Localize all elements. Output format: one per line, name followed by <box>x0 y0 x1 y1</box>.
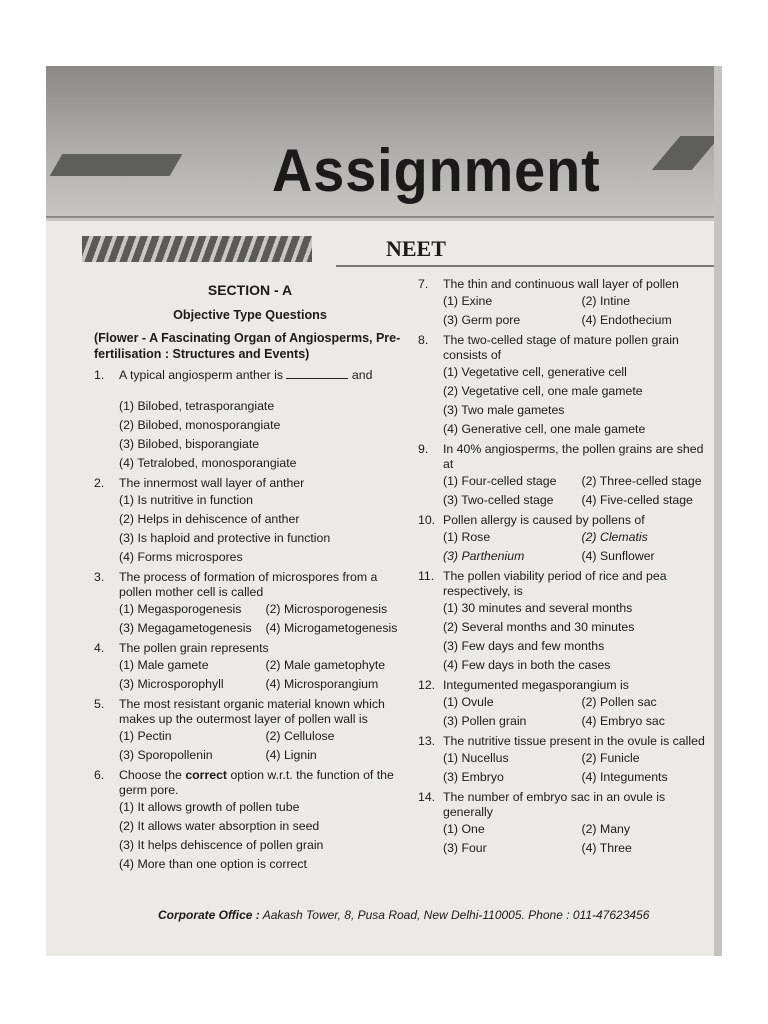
option[interactable]: (1) Is nutritive in function <box>119 492 253 507</box>
option[interactable]: (2) Helps in dehiscence of anther <box>119 511 300 526</box>
question-12: 12. Integumented megasporangium is <box>418 678 629 692</box>
question-9: 9. In 40% angiosperms, the pollen grains are shed at <box>418 442 704 471</box>
option[interactable]: (3) Two male gametes <box>443 403 565 417</box>
question-8-options <box>443 363 714 439</box>
question-11-options <box>443 599 714 675</box>
option[interactable]: (4) Five-celled stage <box>581 493 693 507</box>
option[interactable]: (2) Cellulose <box>265 728 335 743</box>
question-8: 8. The two-celled stage of mature pollen grain consists of <box>418 333 679 362</box>
question-6: 6. Choose the correct option w.r.t. the function of the germ pore. <box>94 767 394 797</box>
option[interactable]: (3) It helps dehiscence of pollen grain <box>119 837 324 852</box>
question-12-options <box>443 693 714 731</box>
option[interactable]: (3) Pollen grain <box>443 714 527 728</box>
question-13-options <box>443 749 714 787</box>
option[interactable]: (4) Microsporangium <box>265 676 379 691</box>
option[interactable]: (4) Few days in both the cases <box>443 658 611 672</box>
option[interactable]: (2) Male gametophyte <box>265 657 386 672</box>
option[interactable]: (1) Exine <box>443 294 493 308</box>
option[interactable]: (2) Intine <box>581 294 631 308</box>
option[interactable]: (3) Four <box>443 841 487 855</box>
option[interactable]: (4) Sunflower <box>581 549 655 563</box>
option[interactable]: (2) Funicle <box>581 751 640 765</box>
question-13: 13. The nutritive tissue present in the ovule is called <box>418 734 705 748</box>
option[interactable]: (1) Rose <box>443 530 491 544</box>
option[interactable]: (1) It allows growth of pollen tube <box>119 799 300 814</box>
question-10-options <box>443 528 714 566</box>
question-14: 14. The number of embryo sac in an ovule is generally <box>418 790 666 819</box>
option[interactable]: (4) Integuments <box>581 770 668 784</box>
footer-label: Corporate Office : <box>158 908 260 922</box>
option[interactable]: (3) Few days and few months <box>443 639 605 653</box>
option[interactable]: (4) Microgametogenesis <box>265 620 398 635</box>
option[interactable]: (3) Germ pore <box>443 313 521 327</box>
option[interactable]: (1) Bilobed, tetrasporangiate <box>119 398 275 413</box>
option[interactable]: (4) Lignin <box>265 747 317 762</box>
option[interactable]: (3) Megagametogenesis <box>119 620 252 635</box>
option[interactable]: (3) Is haploid and protective in function <box>119 530 331 545</box>
question-3-options <box>119 600 406 638</box>
exam-rule <box>336 265 722 267</box>
question-5-options <box>119 727 406 765</box>
left-column <box>94 282 406 874</box>
question-1: 1. A typical angiosperm anther is and <box>94 367 373 382</box>
question-9-options <box>443 472 714 510</box>
question-10: 10. Pollen allergy is caused by pollens of <box>418 513 645 527</box>
option[interactable]: (2) Clematis <box>581 530 648 544</box>
option[interactable]: (3) Parthenium <box>443 549 525 563</box>
option[interactable]: (1) Ovule <box>443 695 494 709</box>
option[interactable]: (1) Four-celled stage <box>443 474 557 488</box>
question-7: 7. The thin and continuous wall layer of pollen <box>418 277 679 291</box>
option[interactable]: (2) Three-celled stage <box>581 474 702 488</box>
option[interactable]: (3) Microsporophyll <box>119 676 224 691</box>
page-edge <box>714 66 722 956</box>
question-5: 5. The most resistant organic material known which makes up the outermost layer of pollen wall is <box>94 696 385 726</box>
title-rule <box>46 216 722 218</box>
option[interactable]: (4) More than one option is correct <box>119 856 307 871</box>
option[interactable]: (2) Pollen sac <box>581 695 657 709</box>
option[interactable]: (3) Two-celled stage <box>443 493 554 507</box>
option[interactable]: (1) Nucellus <box>443 751 509 765</box>
answer-blank <box>286 369 348 379</box>
option[interactable]: (1) Pectin <box>119 728 172 743</box>
option[interactable]: (2) It allows water absorption in seed <box>119 818 320 833</box>
option[interactable]: (4) Tetralobed, monosporangiate <box>119 455 297 470</box>
option[interactable]: (1) Megasporogenesis <box>119 601 242 616</box>
option[interactable]: (3) Embryo <box>443 770 504 784</box>
question-4-options <box>119 656 406 694</box>
question-2-options <box>119 491 406 567</box>
option[interactable]: (4) Embryo sac <box>581 714 665 728</box>
question-7-options <box>443 292 714 330</box>
option[interactable]: (3) Bilobed, bisporangiate <box>119 436 260 451</box>
question-11: 11. The pollen viability period of rice and pea respectively, is <box>418 569 667 598</box>
option[interactable]: (1) 30 minutes and several months <box>443 601 633 615</box>
exam-label: NEET <box>386 236 446 261</box>
header-decoration-left <box>50 154 183 176</box>
option[interactable]: (4) Forms microspores <box>119 549 243 564</box>
option[interactable]: (4) Three <box>581 841 632 855</box>
textbook-page <box>46 66 722 956</box>
option[interactable]: (1) Male gamete <box>119 657 209 672</box>
question-3: 3. The process of formation of microspores from a pollen mother cell is called <box>94 569 378 599</box>
question-4: 4. The pollen grain represents <box>94 640 269 655</box>
option[interactable]: (3) Sporopollenin <box>119 747 213 762</box>
stripe-decoration <box>82 236 312 262</box>
option[interactable]: (2) Many <box>581 822 631 836</box>
option[interactable]: (1) One <box>443 822 485 836</box>
option[interactable]: (4) Endothecium <box>581 313 672 327</box>
page-title: Assignment <box>272 137 601 204</box>
option[interactable]: (2) Bilobed, monosporangiate <box>119 417 281 432</box>
question-1-options <box>119 397 406 473</box>
option[interactable]: (1) Vegetative cell, generative cell <box>443 365 627 379</box>
question-14-options <box>443 820 714 858</box>
footer-address: Aakash Tower, 8, Pusa Road, New Delhi-110005. Phone : 011-47623456 <box>262 908 650 922</box>
option[interactable]: (2) Vegetative cell, one male gamete <box>443 384 643 398</box>
question-2: 2. The innermost wall layer of anther <box>94 475 305 490</box>
footer <box>158 908 649 922</box>
question-6-options <box>119 798 406 874</box>
question-type-heading: Objective Type Questions <box>173 308 327 323</box>
option[interactable]: (4) Generative cell, one male gamete <box>443 422 646 436</box>
option[interactable]: (2) Several months and 30 minutes <box>443 620 635 634</box>
option[interactable]: (2) Microsporogenesis <box>265 601 388 616</box>
topic-heading: (Flower - A Fascinating Organ of Angiosperms, Pre-fertilisation : Structures and Events) <box>94 331 401 361</box>
section-heading: SECTION - A <box>207 282 293 298</box>
right-column <box>418 274 714 858</box>
